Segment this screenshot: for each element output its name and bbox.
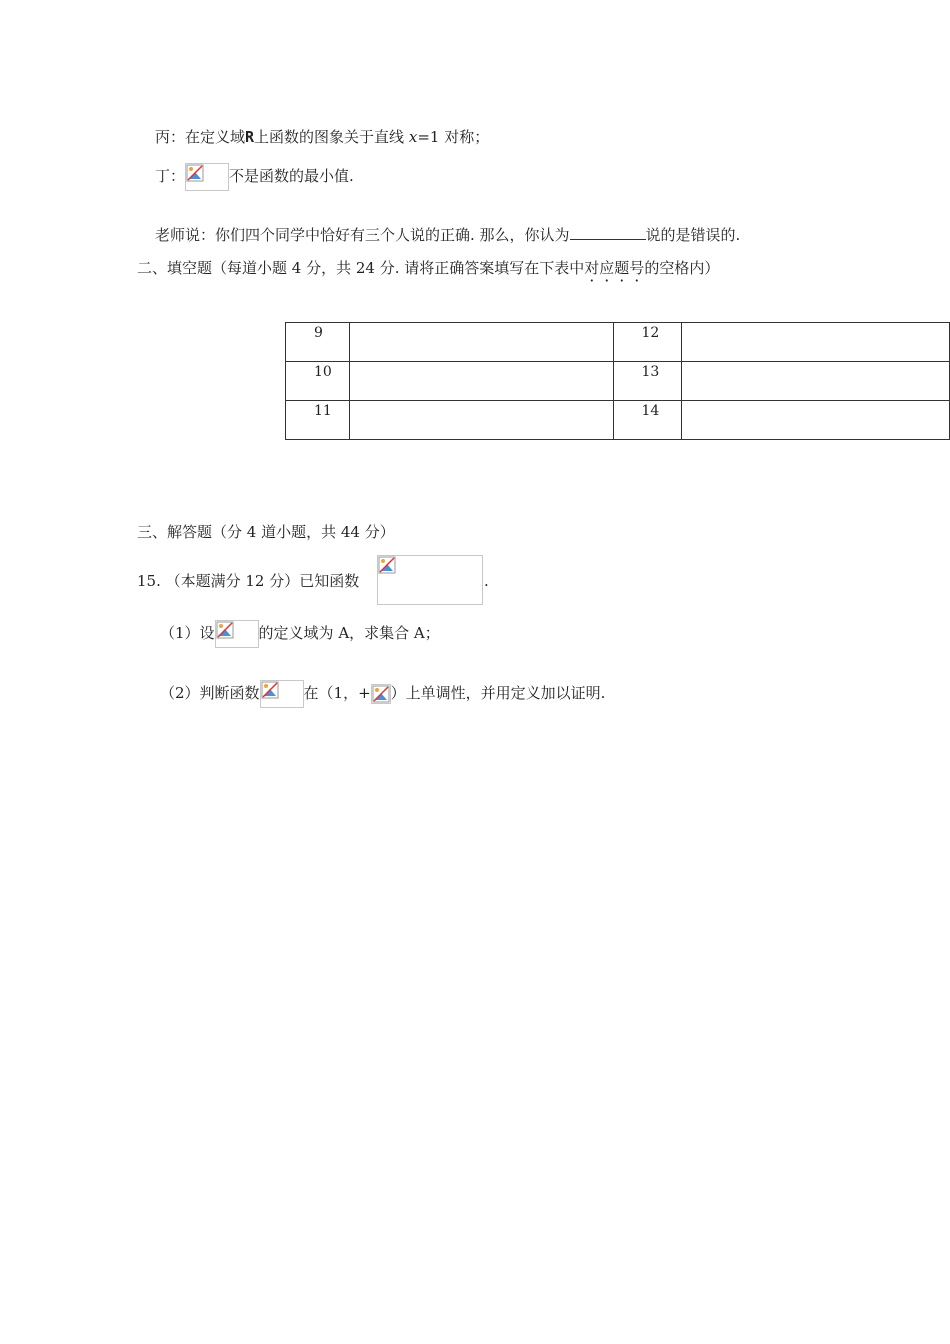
p1-prefix: （1）设 <box>160 624 215 642</box>
broken-image-icon <box>186 164 204 182</box>
teacher-statement <box>155 225 740 245</box>
table-row <box>286 401 950 440</box>
emphasis-char: 号 <box>629 259 645 277</box>
answer-blank <box>570 225 646 240</box>
formula-image-placeholder <box>215 620 259 648</box>
emphasis-char: 题 <box>614 259 630 277</box>
question-number-cell: 14 <box>613 401 682 440</box>
p2-suffix: ）上单调性，并用定义加以证明. <box>390 684 606 702</box>
question-number-cell: 9 <box>286 323 350 362</box>
bing-middle: 上函数的图象关于直线 <box>254 128 405 146</box>
answer-cell[interactable] <box>349 362 613 401</box>
broken-image-icon <box>378 556 396 574</box>
statement-bing <box>155 127 489 147</box>
question-number-cell: 11 <box>286 401 350 440</box>
broken-image-icon <box>372 685 390 703</box>
infinity-image-placeholder <box>371 684 391 704</box>
formula-image-placeholder <box>185 163 229 191</box>
q15-end-period: . <box>484 572 489 590</box>
q15-stem-text: 15. （本题满分 12 分）已知函数 <box>137 572 360 590</box>
bing-suffix: =1 对称； <box>417 128 490 146</box>
p2-prefix: （2）判断函数 <box>160 684 260 702</box>
question-15-part-1 <box>160 620 440 648</box>
bing-var: x <box>408 128 418 146</box>
ding-suffix: 不是函数的最小值. <box>229 167 354 185</box>
answer-cell[interactable] <box>682 401 950 440</box>
question-number-cell: 12 <box>613 323 682 362</box>
table-row <box>286 323 950 362</box>
section-solve-heading: 三、解答题（分 4 道小题，共 44 分） <box>137 523 395 541</box>
emphasis-char: 应 <box>599 259 615 277</box>
question-15-part-2 <box>160 680 605 708</box>
question-number-cell: 13 <box>613 362 682 401</box>
section-fill-blank-heading <box>137 258 719 278</box>
answer-cell[interactable] <box>349 401 613 440</box>
answer-cell[interactable] <box>682 323 950 362</box>
table-row <box>286 362 950 401</box>
section2-suffix: 的空格内） <box>644 259 720 277</box>
broken-image-icon <box>216 621 234 639</box>
statement-ding <box>155 163 354 191</box>
ding-prefix: 丁： <box>155 167 186 185</box>
answer-cell[interactable] <box>682 362 950 401</box>
bing-bold-r: R <box>245 128 255 146</box>
teacher-prefix: 老师说：你们四个同学中恰好有三个人说的正确. 那么，你认为 <box>155 226 570 244</box>
section2-prefix: 二、填空题（每道小题 4 分，共 24 分. 请将正确答案填写在下表中 <box>137 259 585 277</box>
p1-suffix: 的定义域为 A，求集合 A； <box>258 624 440 642</box>
broken-image-icon <box>261 681 279 699</box>
p2-mid: 在（1，+ <box>303 684 371 702</box>
formula-image-placeholder <box>377 555 483 605</box>
question-number-cell: 10 <box>286 362 350 401</box>
teacher-suffix: 说的是错误的. <box>645 226 741 244</box>
answer-cell[interactable] <box>349 323 613 362</box>
answer-table <box>285 322 950 440</box>
formula-image-placeholder <box>260 680 304 708</box>
emphasis-char: 对 <box>584 259 600 277</box>
question-15-stem <box>137 571 359 591</box>
bing-prefix: 丙：在定义域 <box>155 128 246 146</box>
